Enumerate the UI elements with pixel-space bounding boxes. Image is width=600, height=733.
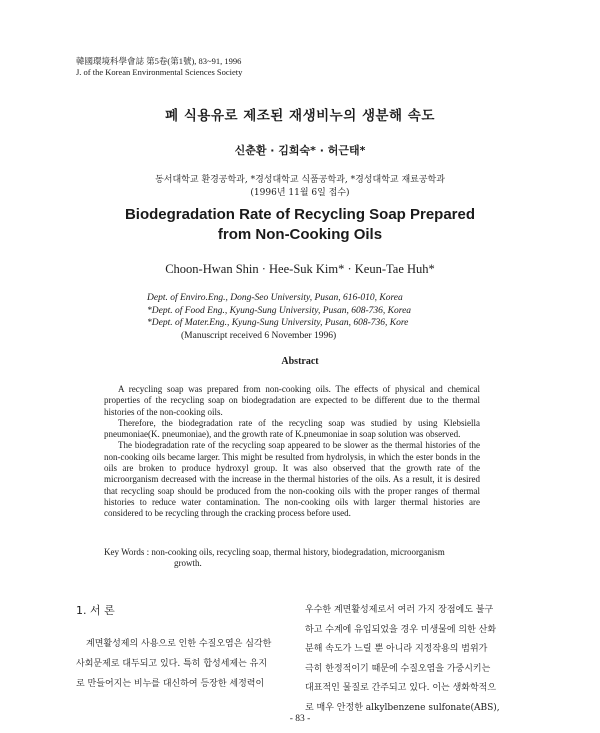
affiliation-1: Dept. of Enviro.Eng., Dong-Seo University, Pusan, 616-010, Korea <box>147 293 403 303</box>
english-affiliations <box>147 292 411 342</box>
korean-authors: 신춘환 · 김희숙* · 허근태* <box>234 144 366 157</box>
body-column-right <box>305 601 527 718</box>
english-title-line-1: Biodegradation Rate of Recycling Soap Prepared <box>124 206 476 223</box>
body-line: 사회문제로 대두되고 있다. 특히 합성세제는 유지 <box>76 659 268 669</box>
korean-affiliation-line: 동서대학교 환경공학과, *경성대학교 식품공학과, *경성대학교 재료공학과 <box>155 175 445 185</box>
keywords-line-1: non-cooking oils, recycling soap, thermal history, biodegradation, microorganism <box>151 547 445 557</box>
affiliation-2: *Dept. of Food Eng., Kyung-Sung University, Pusan, 608-736, Korea <box>147 305 412 316</box>
english-title-line-2: from Non-Cooking Oils <box>217 226 383 243</box>
abstract-heading: Abstract <box>281 356 319 367</box>
english-title <box>0 205 600 245</box>
body-line: 하고 수계에 유입되었을 경우 미생물에 의한 산화 <box>305 624 497 635</box>
received-date-korean: (1996년 11월 6일 접수) <box>250 188 350 198</box>
affiliation-3: *Dept. of Mater.Eng., Kyung-Sung University, Pusan, 608-736, Kore <box>147 318 409 328</box>
body-line: 분해 속도가 느릴 뿐 아니라 지정작용의 범위가 <box>305 644 488 654</box>
abstract-body <box>104 384 480 520</box>
body-line: 로 만들어지는 비누를 대신하여 등장한 세정력이 <box>76 679 265 689</box>
journal-korean: 韓國環境科學會誌 第5卷(第1號), 83~91, 1996 <box>76 56 242 66</box>
body-line: 극히 한정적이기 때문에 수질오염을 가중시키는 <box>305 663 491 674</box>
body-column-left <box>76 634 284 694</box>
manuscript-received: (Manuscript received 6 November 1996) <box>181 330 337 341</box>
body-line: 계면활성제의 사용으로 인한 수질오염은 심각한 <box>86 639 272 649</box>
keywords <box>104 547 484 570</box>
korean-title: 폐 식용유로 제조된 재생비누의 생분해 속도 <box>165 108 435 124</box>
journal-header <box>76 56 242 78</box>
body-line: 우수한 계면활성제로서 여러 가지 장점에도 불구 <box>305 605 494 615</box>
korean-affiliations <box>0 174 600 200</box>
keywords-line-2: growth. <box>174 558 202 569</box>
abstract-paragraph: A recycling soap was prepared from non-cooking oils. The effects of physical and chemical properties of the recycling soap on biodegradation are expected to be different due to the thermal histories of the non-cooking oils. <box>104 384 480 417</box>
abstract-paragraph: Therefore, the biodegradation rate of the recycling soap was studied by using Klebsiella pneumoniae(K. pneumoniae), and the growth rate of K.pneumoniae in soap solution was observed. <box>104 417 480 440</box>
page-number: - 83 - <box>289 714 311 724</box>
keywords-label: Key Words : <box>104 547 150 557</box>
english-authors: Choon-Hwan Shin · Hee-Suk Kim* · Keun-Tae Huh* <box>165 262 435 276</box>
abstract-paragraph: The biodegradation rate of the recycling soap appeared to be slower as the thermal histories of the non-cooking oils became larger. This might be resulted from hydrolysis, in which the ester bonds in the oils are broken to produce hydroxyl group. It was also observed that the growth rate of the microorganism decreased with the increase in the thermal histories of the oils. As a result, it is desired that recycling soap should be produced from the non-cooking oils with the proper ranges of thermal histories to reduce water contamination. The non-cooking oils with larger thermal histories are considered to be recycling through the cracking process before used. <box>104 440 480 519</box>
section-heading-introduction: 1. 서 론 <box>76 604 115 617</box>
body-line: 로 매우 안정한 alkylbenzene sulfonate(ABS), <box>305 702 500 713</box>
body-line: 대표적인 물질로 간주되고 있다. 이는 생화학적으 <box>305 683 497 693</box>
journal-english: J. of the Korean Environmental Sciences Society <box>76 67 243 77</box>
